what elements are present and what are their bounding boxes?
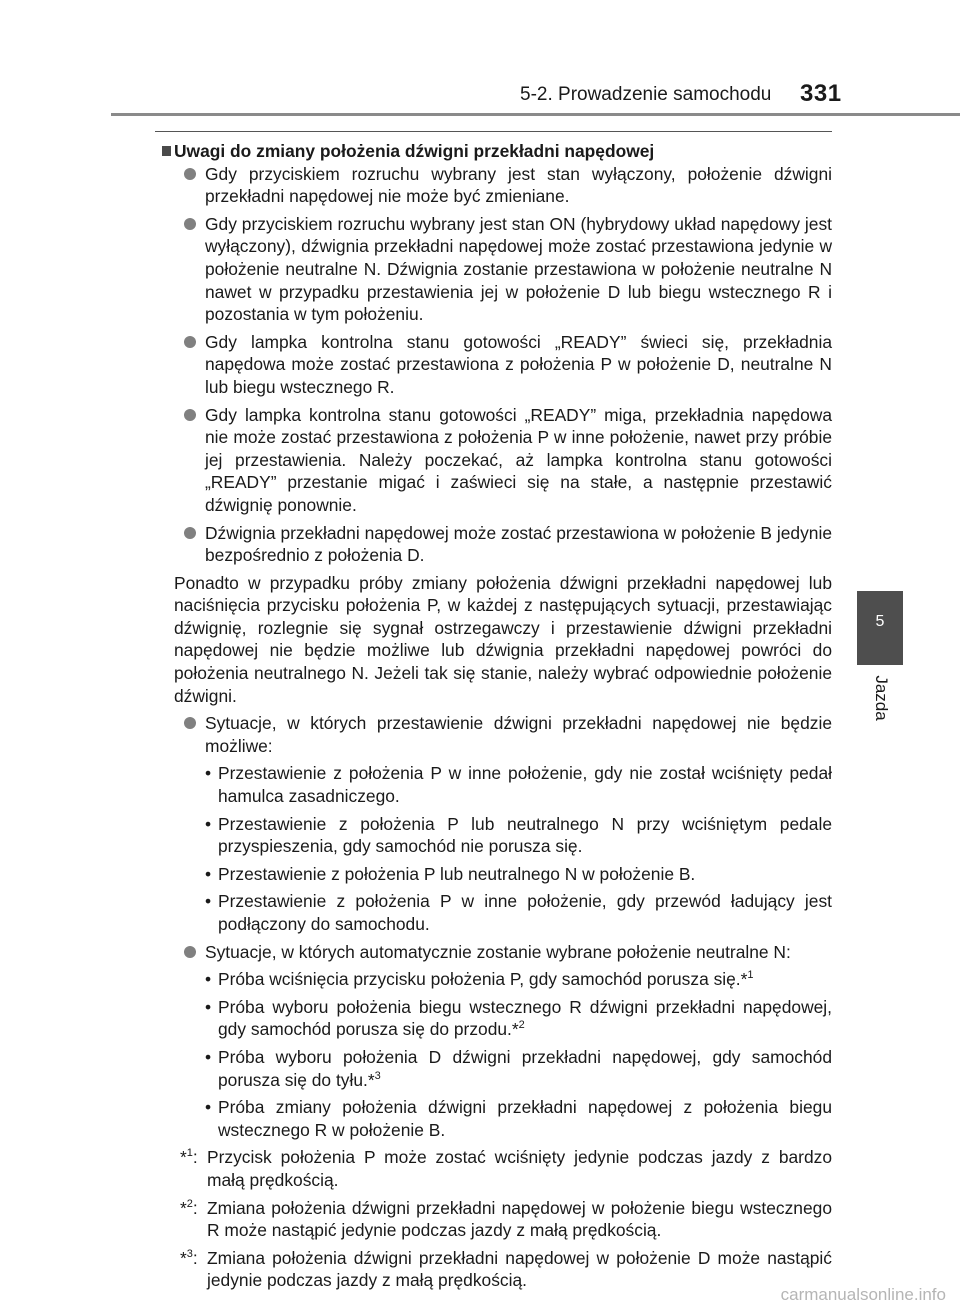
footnote-mark: *$^1$: <box>180 1147 198 1168</box>
sub-item-text: Przestawienie z położenia P w inne położenie, gdy przewód ładujący jest podłączony do samochodu. <box>218 891 832 934</box>
header-rule <box>111 113 960 116</box>
sub-item <box>174 813 832 858</box>
footnote <box>174 1197 832 1242</box>
footnote-text: Zmiana położenia dźwigni przekładni napędowej w położenie biegu wstecznego R może nastąpić jedynie podczas jazdy z małą prędkością. <box>207 1197 832 1241</box>
sub-item-text: Próba wciśnięcia przycisku położenia P, gdy samochód porusza się.* <box>218 969 748 990</box>
footnote <box>174 1146 832 1191</box>
watermark: carmanualsonline.info <box>780 1285 946 1304</box>
sub-item <box>174 1046 832 1091</box>
chapter-label <box>866 668 896 728</box>
page-content <box>174 140 832 1297</box>
sub-bullet-icon: • <box>205 863 212 884</box>
square-bullet-icon <box>162 146 171 156</box>
chapter-label-text: Jazda <box>872 675 891 721</box>
round-bullet-icon <box>184 218 196 230</box>
round-bullet-icon <box>184 336 196 348</box>
section-heading <box>174 140 832 163</box>
sub-item <box>174 996 832 1041</box>
sub-item-text: Próba zmiany położenia dźwigni przekładni napędowej z położenia biegu wstecznego R w położenie B. <box>218 1097 832 1140</box>
bullet-item <box>174 941 832 964</box>
footnote-ref: 3 <box>374 1069 381 1082</box>
section-rule <box>155 131 832 132</box>
round-bullet-icon <box>184 527 196 539</box>
round-bullet-icon <box>184 946 196 958</box>
chapter-tab <box>857 591 903 665</box>
footnote-ref: 2 <box>518 1019 525 1032</box>
round-bullet-icon <box>184 409 196 421</box>
sub-bullet-icon: • <box>205 996 212 1017</box>
sub-bullet-icon: • <box>205 891 212 912</box>
bullet-text: Gdy przyciskiem rozruchu wybrany jest stan wyłączony, położenie dźwigni przekładni napędowej nie może być zmieniane. <box>205 163 832 207</box>
footnote-mark: *$^2$: <box>180 1197 198 1218</box>
footnote-mark: *$^3$: <box>180 1247 198 1268</box>
bullet-text: Dźwignia przekładni napędowej może zostać przestawiona w położenie B jedynie bezpośrednio z położenia D. <box>205 522 832 566</box>
sub-bullet-icon: • <box>205 1097 212 1118</box>
footnote <box>174 1247 832 1292</box>
sub-item <box>174 890 832 935</box>
sub-item-text: Próba wyboru położenia biegu wstecznego R dźwigni przekładni napędowej, gdy samochód porusza się do przodu.* <box>218 996 832 1040</box>
sub-item <box>174 1096 832 1141</box>
footnote-ref: 1 <box>747 969 754 982</box>
bullet-text: Gdy lampka kontrolna stanu gotowości „READY” miga, przekładnia napędowa nie może zostać przestawiona z położenia P w inne położenie, nawet przy próbie jej przestawienia. Należy poczekać, aż lampka kontrolna stanu gotowości „READY” przestanie migać i zaświeci się na stałe, a następnie przestawić dźwignię ponownie. <box>205 404 832 515</box>
sub-bullet-icon: • <box>205 969 212 990</box>
sub-item-text: Próba wyboru położenia D dźwigni przekładni napędowej, gdy samochód porusza się do tyłu.* <box>218 1046 832 1090</box>
sub-item <box>174 968 832 991</box>
bullet-item <box>174 331 832 399</box>
footnote-text: Zmiana położenia dźwigni przekładni napędowej w położenie D może nastąpić jedynie podczas jazdy z małą prędkością. <box>207 1247 832 1291</box>
sub-item-text: Przestawienie z położenia P lub neutralnego N przy wciśniętym pedale przyspieszenia, gdy samochód nie porusza się. <box>218 813 832 857</box>
page-number: 331 <box>800 80 842 107</box>
bullet-item <box>174 404 832 517</box>
bullet-text: Sytuacje, w których automatycznie zostanie wybrane położenie neutralne N: <box>205 941 791 962</box>
bullet-text: Sytuacje, w których przestawienie dźwigni przekładni napędowej nie będzie możliwe: <box>205 713 832 756</box>
sub-bullet-icon: • <box>205 1046 212 1067</box>
bullet-item <box>174 522 832 567</box>
sub-item-text: Przestawienie z położenia P w inne położenie, gdy nie został wciśnięty pedał hamulca zasadniczego. <box>218 763 832 807</box>
running-header-section: 5-2. Prowadzenie samochodu <box>520 84 772 105</box>
round-bullet-icon <box>184 168 196 180</box>
sub-item-text: Przestawienie z położenia P lub neutralnego N w położenie B. <box>218 863 696 884</box>
footnote-text: Przycisk położenia P może zostać wciśnięty jedynie podczas jazdy z bardzo małą prędkością. <box>207 1147 832 1190</box>
sub-item <box>174 762 832 807</box>
chapter-number: 5 <box>875 613 885 630</box>
bullet-item <box>174 712 832 757</box>
bullet-item <box>174 163 832 208</box>
sub-bullet-icon: • <box>205 813 212 834</box>
bullet-text: Gdy lampka kontrolna stanu gotowości „READY” świeci się, przekładnia napędowa może zostać przestawiona z położenia P w położenie D, neutralne N lub biegu wstecznego R. <box>205 331 832 397</box>
round-bullet-icon <box>184 717 196 729</box>
body-paragraph: Ponadto w przypadku próby zmiany położenia dźwigni przekładni napędowej lub naciśnięcia przycisku położenia P, w każdej z następujących sytuacji, przestawiając dźwignię, rozlegnie się sygnał ostrzegawczy i przestawienie dźwigni przekładni napędowej nie będzie możliwe lub dźwignia przekładni napędowej powróci do położenia neutralnego N. Jeżeli tak się stanie, należy wybrać odpowiednie położenie dźwigni. <box>174 572 832 706</box>
bullet-text: Gdy przyciskiem rozruchu wybrany jest stan ON (hybrydowy układ napędowy jest wyłączony), dźwignia przekładni napędowej może zostać przestawiona jedynie w położenie neutralne N. Dźwignia zostanie przestawiona w położenie neutralne N nawet w przypadku przestawienia jej w położenie D lub biegu wstecznego R i pozostania w tym położeniu. <box>205 213 832 325</box>
sub-bullet-icon: • <box>205 763 212 784</box>
bullet-item <box>174 213 832 326</box>
section-heading-text: Uwagi do zmiany położenia dźwigni przekładni napędowej <box>174 141 655 161</box>
sub-item <box>174 863 832 886</box>
